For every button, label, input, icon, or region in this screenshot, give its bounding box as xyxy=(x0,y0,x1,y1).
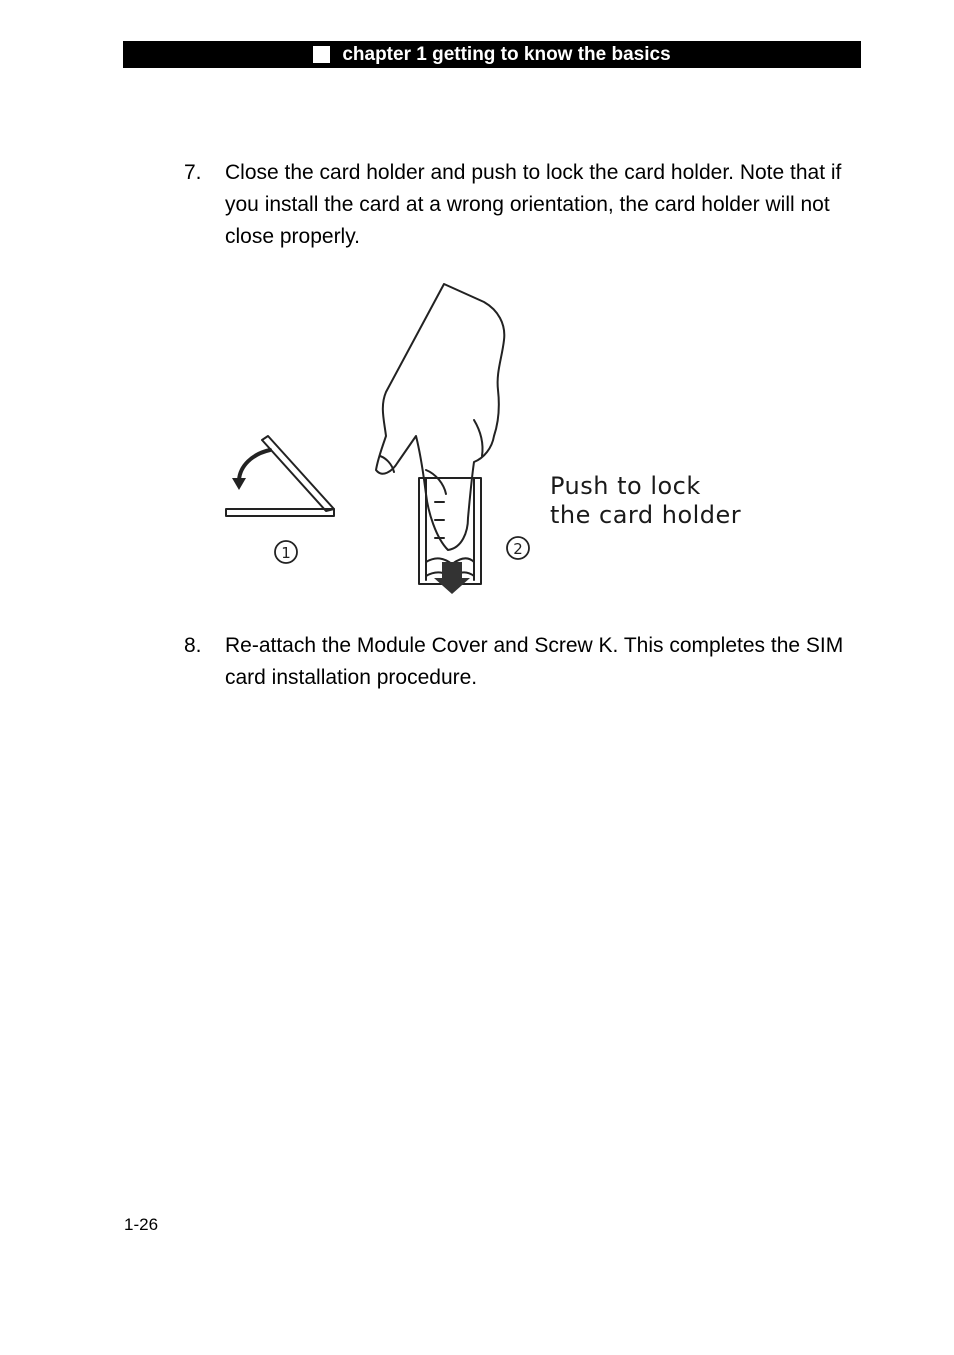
card-holder-base xyxy=(226,509,334,516)
figure-caption xyxy=(550,472,741,530)
illustration-drawing xyxy=(222,280,742,598)
step-number: 8. xyxy=(184,634,202,657)
filled-square-icon xyxy=(313,46,330,63)
push-down-arrow xyxy=(434,562,470,594)
hand-outline xyxy=(376,284,504,550)
caption-line-1: Push to lock xyxy=(550,472,701,500)
step-marker-2-label: 2 xyxy=(513,540,523,558)
step-text: Re-attach the Module Cover and Screw K. This completes the SIM card installation procedure. xyxy=(225,634,844,689)
page-number: 1-26 xyxy=(124,1215,159,1234)
card-holder-lid xyxy=(262,436,334,511)
chapter-header xyxy=(123,41,861,68)
step-text: Close the card holder and push to lock the card holder. Note that if you install the card at a wrong orientation, the card holder will not close properly. xyxy=(225,161,842,248)
close-arrow-head xyxy=(232,478,246,490)
chapter-title: chapter 1 getting to know the basics xyxy=(342,43,671,65)
step-item xyxy=(184,157,874,253)
step-number: 7. xyxy=(184,161,202,184)
caption-line-2: the card holder xyxy=(550,501,742,529)
card-holder-illustration xyxy=(222,280,742,598)
close-arrow-curve xyxy=(239,450,270,480)
step-marker-1-label: 1 xyxy=(281,544,291,562)
step-item xyxy=(184,630,874,694)
